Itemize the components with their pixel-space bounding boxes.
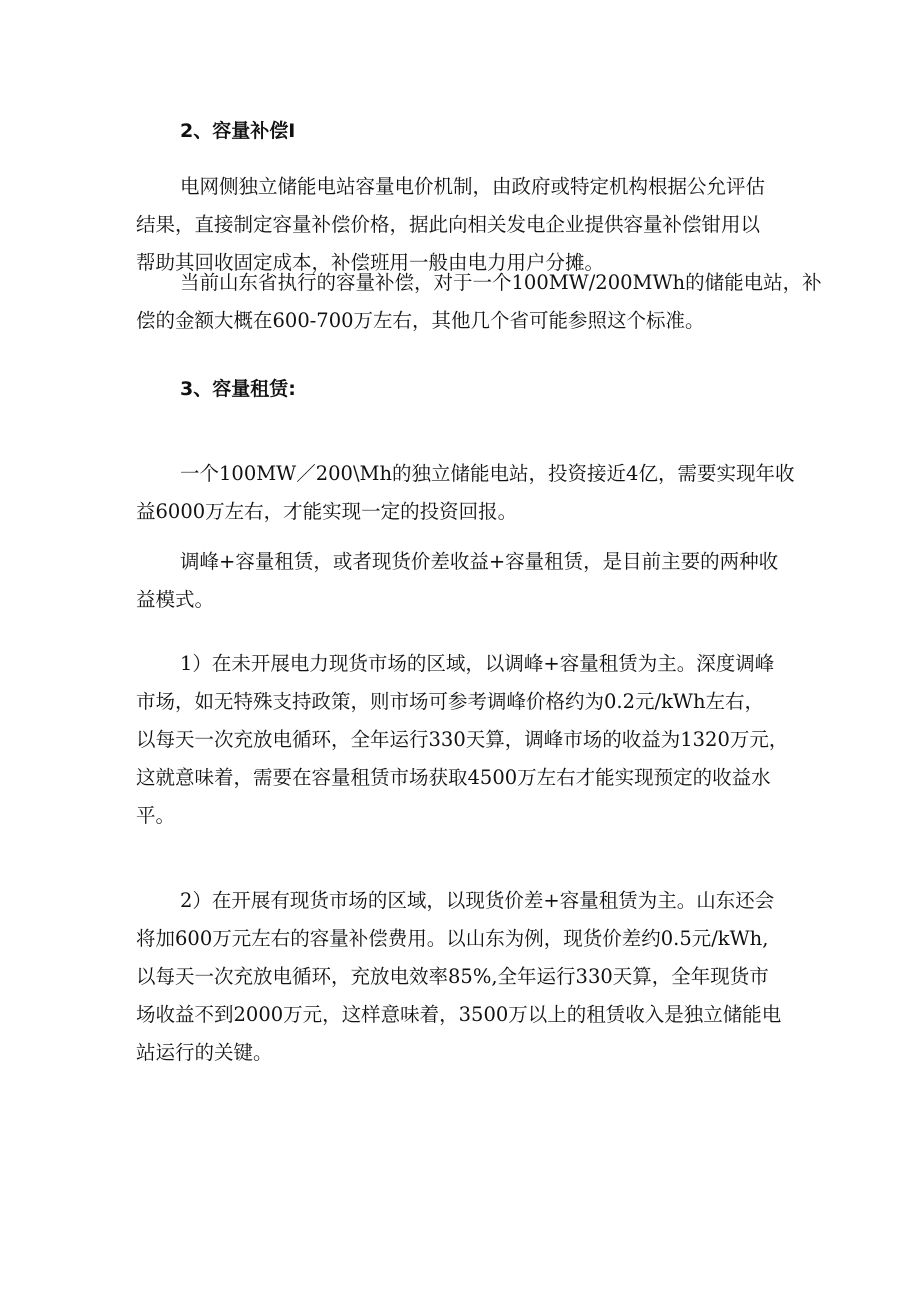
paragraph-line: 调峰+容量租赁，或者现货价差收益+容量租赁，是目前主要的两种收 [180,550,779,573]
paragraph-line: 平。 [136,804,176,827]
paragraph-line: 以每天一次充放电循环，充放电效率85%,全年运行330天算，全年现货市 [136,965,769,988]
paragraph-line: 以每天一次充放电循环，全年运行330天算，调峰市场的收益为1320万元， [136,728,789,751]
paragraph-line: 站运行的关键。 [136,1041,273,1064]
paragraph-line: 将加600万元左右的容量补偿费用。以山东为例，现货价差约0.5元/kWh, [136,927,769,950]
paragraph-line: 市场，如无特殊支持政策，则市场可参考调峰价格约为0.2元/kWh左右， [136,690,764,713]
paragraph-line: 偿的金额大概在600-700万左右，其他几个省可能参照这个标准。 [136,309,705,332]
paragraph-line: 2）在开展有现货市场的区域，以现货价差+容量租赁为主。山东还会 [180,889,775,912]
paragraph-line: 一个100MW／200\Mh的独立储能电站，投资接近4亿，需要实现年收 [180,462,795,485]
paragraph-line: 帮助其回收固定成本，补偿班用一般由电力用户分摊。 [136,251,605,274]
paragraph-shandong-compensation [136,264,822,340]
paragraph-line: 当前山东省执行的容量补偿，对于一个100MW/200MWh的储能电站，补 [180,271,822,294]
paragraph-line: 益6000万左右，才能实现一定的投资回报。 [136,500,518,523]
paragraph-revenue-modes [136,543,784,619]
paragraph-line: 场收益不到2000万元，这样意味着，3500万以上的租赁收入是独立储能电 [136,1003,782,1026]
paragraph-line: 1）在未开展电力现货市场的区域，以调峰+容量租赁为主。深度调峰 [180,652,775,675]
paragraph-line: 益模式。 [136,588,215,611]
paragraph-peak-regulation-regions [136,645,789,835]
section-heading-capacity-leasing: 3、容量租赁: [180,378,296,400]
paragraph-line: 电网侧独立储能电站容量电价机制，由政府或特定机构根据公允评估 [180,175,766,198]
paragraph-line: 结果，直接制定容量补偿价格，据此向相关发电企业提供容量补偿钳用以 [136,213,761,236]
section-heading-capacity-compensation: 2、容量补偿I [180,120,296,142]
paragraph-investment-return [136,455,795,531]
paragraph-spot-market-regions [136,882,784,1072]
paragraph-line: 这就意味着，需要在容量租赁市场获取4500万左右才能实现预定的收益水 [136,766,771,789]
